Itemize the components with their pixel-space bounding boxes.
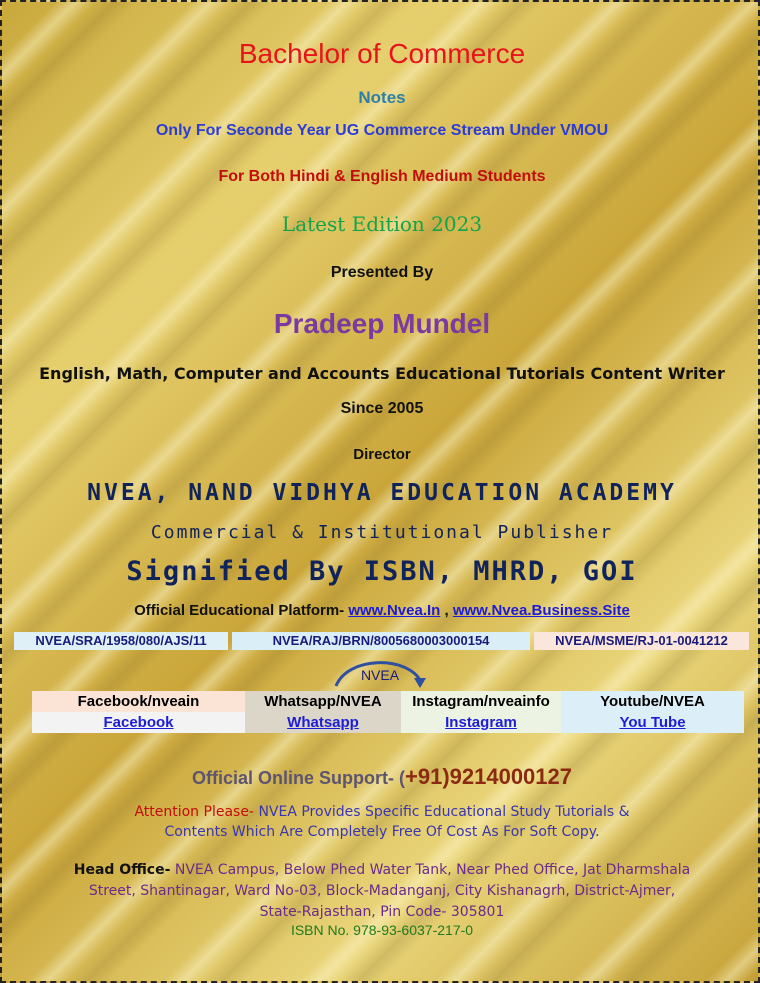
stream-subtitle: Only For Seconde Year UG Commerce Stream Under VMOU (155, 122, 609, 139)
official-platform-line (2, 602, 760, 619)
youtube-link[interactable]: You Tube (561, 712, 744, 733)
isbn-number: ISBN No. 978-93-6037-217-0 (290, 922, 474, 938)
platform-label: Official Educational Platform- (134, 602, 345, 619)
head-office-label: Head Office- (73, 862, 171, 878)
page-title: Bachelor of Commerce (238, 38, 526, 69)
edition-label: Latest Edition 2023 (281, 212, 483, 236)
head-office-line-2: Street, Shantinagar, Ward No-03, Block-Madanganj, City Kishanagrh, District-Ajmer, (88, 883, 676, 899)
head-office-address (2, 860, 760, 923)
nvea-business-link[interactable]: www.Nvea.Business.Site (452, 602, 630, 619)
author-role: English, Math, Computer and Accounts Educational Tutorials Content Writer (39, 364, 725, 383)
medium-subtitle: For Both Hindi & English Medium Students (218, 168, 546, 185)
since-label: Since 2005 (340, 400, 424, 417)
presented-by-label: Presented By (330, 264, 434, 281)
academy-name: NVEA, NAND VIDHYA EDUCATION ACADEMY (87, 480, 677, 506)
registration-number-2: NVEA/RAJ/BRN/8005680003000154 (232, 632, 530, 650)
attention-label: Attention Please- (134, 804, 254, 820)
nvea-logo (330, 656, 430, 690)
logo-arrow-icon (414, 678, 426, 688)
whatsapp-handle: Whatsapp/NVEA (245, 691, 401, 712)
attention-note (2, 802, 760, 842)
support-phone: +91)9214000127 (405, 764, 572, 789)
facebook-handle: Facebook/nveain (32, 691, 245, 712)
nvea-in-link[interactable]: www.Nvea.In (348, 602, 441, 619)
logo-text: NVEA (360, 667, 400, 683)
signified-label: Signified By ISBN, MHRD, GOI (126, 556, 638, 587)
head-office-line-3: State-Rajasthan, Pin Code- 305801 (259, 904, 505, 920)
director-label: Director (353, 446, 411, 463)
instagram-link[interactable]: Instagram (401, 712, 561, 733)
registration-number-1: NVEA/SRA/1958/080/AJS/11 (14, 632, 228, 650)
publisher-label: Commercial & Institutional Publisher (150, 522, 614, 543)
whatsapp-link[interactable]: Whatsapp (245, 712, 401, 733)
registration-number-3: NVEA/MSME/RJ-01-0041212 (534, 632, 749, 650)
author-name: Pradeep Mundel (273, 308, 491, 339)
support-label: Official Online Support- ( (192, 768, 405, 788)
instagram-handle: Instagram/nveainfo (401, 691, 561, 712)
attention-line-1: NVEA Provides Specific Educational Study Tutorials & (258, 804, 630, 820)
head-office-line-1: NVEA Campus, Below Phed Water Tank, Near Phed Office, Jat Dharmshala (174, 862, 691, 878)
notes-label: Notes (358, 88, 406, 107)
online-support-line (2, 764, 760, 790)
social-links-table (32, 691, 744, 733)
platform-separator: , (444, 602, 449, 619)
facebook-link[interactable]: Facebook (32, 712, 245, 733)
youtube-handle: Youtube/NVEA (561, 691, 744, 712)
attention-line-2: Contents Which Are Completely Free Of Cost As For Soft Copy. (164, 824, 600, 840)
